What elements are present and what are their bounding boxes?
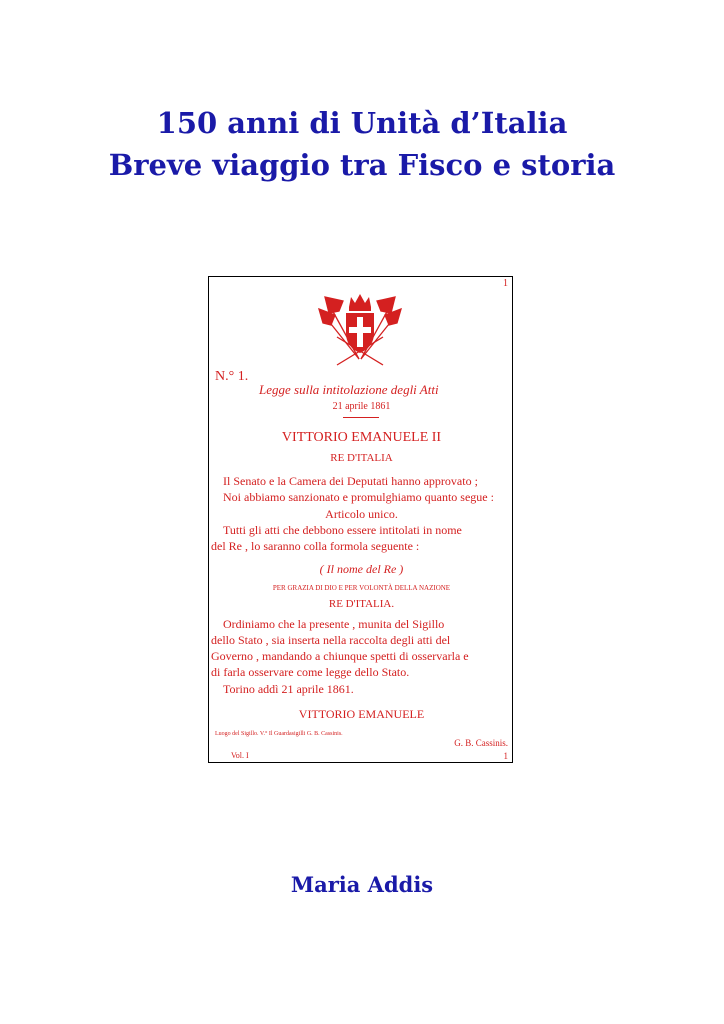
re-italia: RE D'ITALIA. [328, 598, 395, 610]
savoy-coat-of-arms-icon [315, 289, 405, 369]
para1-line1: Il Senato e la Camera dei Deputati hanno approvato ; [223, 474, 478, 488]
divider [343, 417, 379, 418]
king-signature: VITTORIO EMANUELE [298, 707, 425, 721]
para1-line2: Noi abbiamo sanzionato e promulghiamo quanto segue : [223, 490, 494, 504]
king-name: VITTORIO EMANUELE II [281, 430, 442, 445]
page-number-bottom: 1 [503, 751, 508, 761]
para2-line1: Tutti gli atti che debbono essere intitolati in nome [223, 523, 462, 537]
article-heading: Articolo unico. [325, 507, 398, 521]
para2-line2: del Re , lo saranno colla formola seguente : [211, 539, 420, 553]
volume: Vol. I [231, 751, 249, 760]
para3-line1: Ordiniamo che la presente , munita del Sigillo [223, 617, 445, 631]
para3-line3: Governo , mandando a chiunque spetti di osservarla e [211, 649, 469, 663]
countersign: G. B. Cassinis. [454, 738, 508, 748]
author-name: Maria Addis [290, 872, 434, 897]
page-number-top: 1 [503, 278, 508, 289]
title-line-1: 150 anni di Unità d’Italia [156, 106, 568, 140]
king-title: RE D'ITALIA [330, 452, 393, 464]
formula: ( Il nome del Re ) [319, 562, 404, 576]
seal-place: Luogo del Sigillo. V.° Il Guardasigilli G. B. Cassinis. [215, 731, 343, 737]
para3-line4: di farla osservare come legge dello Stato. [211, 665, 410, 679]
historical-law-document [208, 276, 513, 763]
para3-line2: dello Stato , sia inserta nella raccolta degli atti del [211, 633, 451, 647]
title-line-2: Breve viaggio tra Fisco e storia [108, 148, 616, 182]
grace-formula: PER GRAZIA DI DIO E PER VOLONTÀ DELLA NAZIONE [272, 584, 451, 592]
law-number: N.° 1. [215, 369, 249, 384]
law-date: 21 aprile 1861 [332, 401, 391, 412]
place-date: Torino addì 21 aprile 1861. [223, 682, 354, 696]
law-title: Legge sulla intitolazione degli Atti [259, 382, 439, 397]
